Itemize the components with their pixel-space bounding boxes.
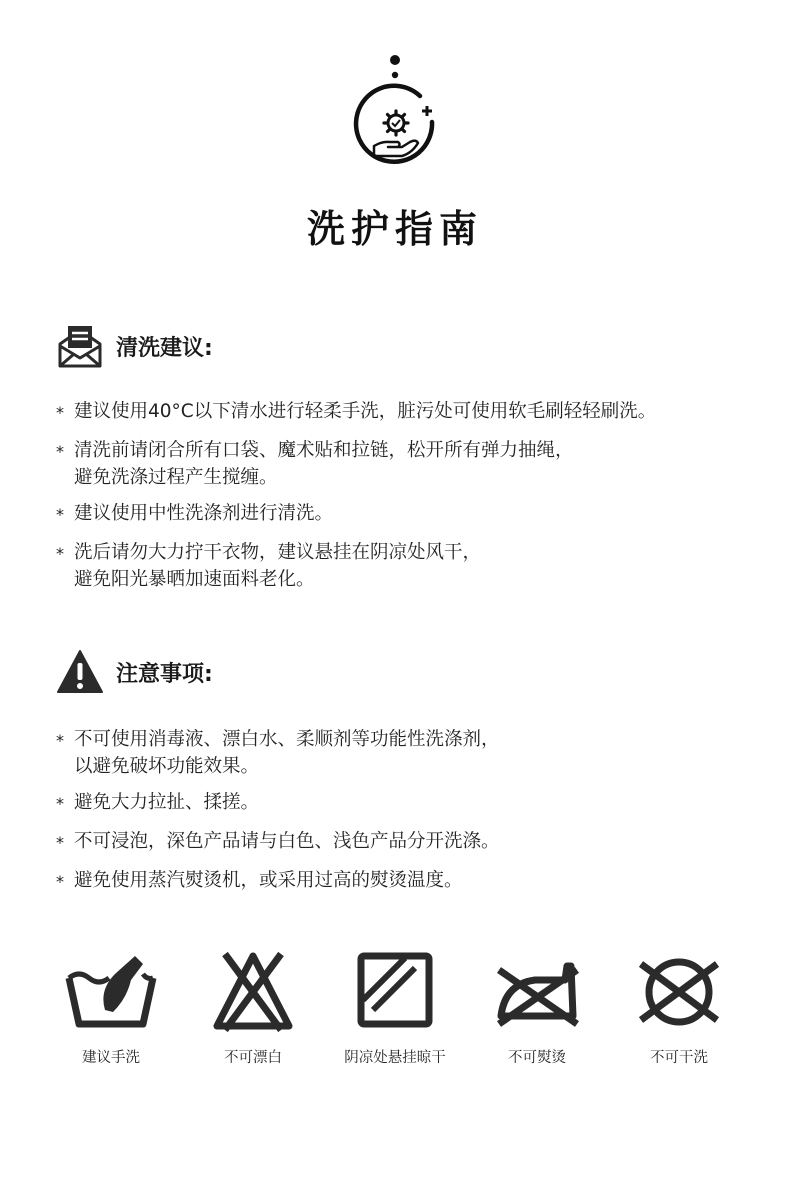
list-item [56, 437, 776, 491]
bullet-star-icon: * [56, 403, 64, 422]
bullet-star-icon: * [56, 794, 64, 813]
list-item [56, 867, 776, 897]
care-guide-logo-icon [350, 50, 440, 180]
care-symbols-row [40, 950, 750, 1080]
item-text: 洗后请勿大力拧干衣物，建议悬挂在阴凉处风干， [74, 542, 482, 563]
shade-dry-icon [349, 950, 441, 1032]
item-text: 不可浸泡，深色产品请与白色、浅色产品分开洗涤。 [74, 831, 500, 852]
item-text: 建议使用中性洗涤剂进行清洗。 [74, 503, 334, 524]
bullet-star-icon: * [56, 731, 64, 750]
envelope-hand-icon [56, 322, 104, 370]
care-label: 建议手洗 [82, 1050, 140, 1066]
page-title: 洗护指南 [306, 207, 483, 251]
list-item [56, 726, 776, 780]
care-label: 不可干洗 [650, 1050, 708, 1066]
care-symbol-no-dry-clean [608, 950, 750, 1080]
section-title: 注意事项: [116, 661, 213, 687]
care-label: 不可漂白 [224, 1050, 282, 1066]
care-symbol-no-bleach [182, 950, 324, 1080]
bullet-star-icon: * [56, 505, 64, 524]
item-text: 以避免破坏功能效果。 [74, 756, 260, 777]
list-item [56, 828, 776, 858]
washing-advice-list [56, 398, 776, 602]
bullet-star-icon: * [56, 544, 64, 563]
bullet-star-icon: * [56, 442, 64, 461]
hand-wash-icon [65, 950, 157, 1032]
item-text: 清洗前请闭合所有口袋、魔术贴和拉链，松开所有弹力抽绳， [74, 440, 574, 461]
care-symbol-no-iron [466, 950, 608, 1080]
list-item [56, 500, 776, 530]
care-label: 不可熨烫 [508, 1050, 566, 1066]
item-text: 建议使用40°C以下清水进行轻柔手洗，脏污处可使用软毛刷轻轻刷洗。 [74, 401, 657, 422]
item-text: 不可使用消毒液、漂白水、柔顺剂等功能性洗涤剂， [74, 729, 500, 750]
section-title: 清洗建议: [116, 335, 213, 361]
item-text: 避免阳光暴晒加速面料老化。 [74, 569, 315, 590]
item-text: 避免大力拉扯、揉搓。 [74, 792, 260, 813]
precautions-list [56, 726, 776, 906]
care-label: 阴凉处悬挂晾干 [344, 1050, 446, 1066]
item-text: 避免洗涤过程产生搅缠。 [74, 467, 278, 488]
bullet-star-icon: * [56, 872, 64, 891]
care-symbol-hand-wash [40, 950, 182, 1080]
warning-triangle-icon [56, 648, 104, 696]
list-item [56, 539, 776, 593]
precautions-header [56, 648, 213, 696]
bullet-star-icon: * [56, 833, 64, 852]
page-header [0, 0, 790, 260]
washing-advice-header [56, 322, 213, 370]
list-item [56, 398, 776, 428]
list-item [56, 789, 776, 819]
care-symbol-shade-dry [324, 950, 466, 1080]
item-text: 避免使用蒸汽熨烫机，或采用过高的熨烫温度。 [74, 870, 463, 891]
no-iron-icon [491, 950, 583, 1032]
no-dry-clean-icon [633, 950, 725, 1032]
no-bleach-icon [207, 950, 299, 1032]
